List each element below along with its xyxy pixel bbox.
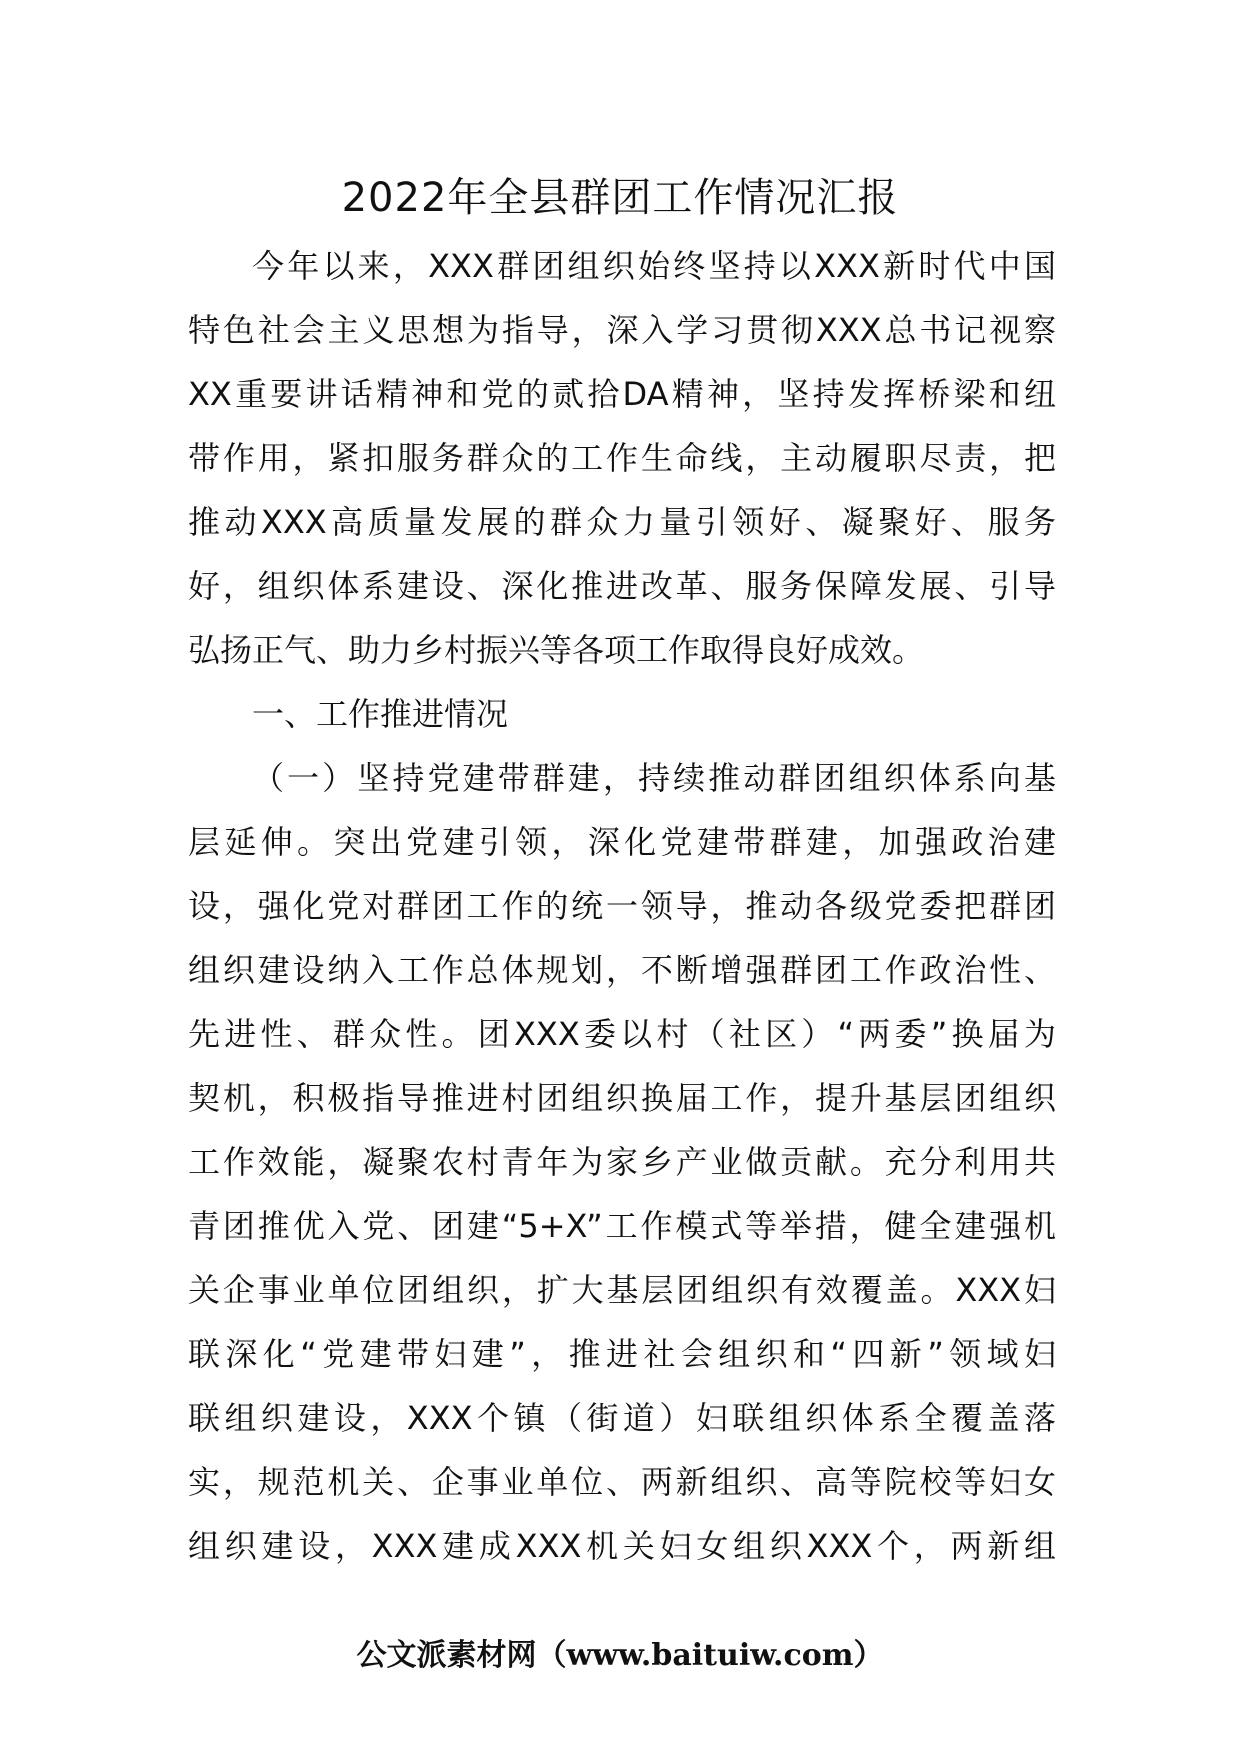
footer-watermark: 公文派素材网（www.baituiw.com） xyxy=(356,1638,884,1673)
paragraph-line: 推动XXX高质量发展的群众力量引领好、凝聚好、服务 xyxy=(188,503,1056,541)
document-body xyxy=(188,234,1056,1578)
paragraph-line: 工作效能，凝聚农村青年为家乡产业做贡献。充分利用共 xyxy=(188,1143,1056,1181)
paragraph-line: XX重要讲话精神和党的贰拾DA精神，坚持发挥桥梁和纽 xyxy=(188,375,1056,413)
paragraph-line: 好，组织体系建设、深化推进改革、服务保障发展、引导 xyxy=(188,567,1056,605)
paragraph-line: 弘扬正气、助力乡村振兴等各项工作取得良好成效。 xyxy=(188,631,925,669)
paragraph-line: 先进性、群众性。团XXX委以村（社区）“两委”换届为 xyxy=(188,1015,1056,1053)
section-heading: 一、工作推进情况 xyxy=(252,695,509,733)
paragraph-line: 关企事业单位团组织，扩大基层团组织有效覆盖。XXX妇 xyxy=(188,1271,1056,1309)
paragraph-line: （一）坚持党建带群建，持续推动群团组织体系向基 xyxy=(252,759,1056,797)
paragraph-line: 联组织建设，XXX个镇（街道）妇联组织体系全覆盖落 xyxy=(188,1399,1056,1437)
paragraph-line: 设，强化党对群团工作的统一领导，推动各级党委把群团 xyxy=(188,887,1056,925)
paragraph-line: 带作用，紧扣服务群众的工作生命线，主动履职尽责，把 xyxy=(188,439,1056,477)
paragraph-line: 联深化“党建带妇建”，推进社会组织和“四新”领域妇 xyxy=(188,1335,1056,1373)
paragraph-line: 特色社会主义思想为指导，深入学习贯彻XXX总书记视察 xyxy=(188,311,1056,349)
paragraph-line: 组织建设纳入工作总体规划，不断增强群团工作政治性、 xyxy=(188,951,1056,989)
paragraph-line: 实，规范机关、企事业单位、两新组织、高等院校等妇女 xyxy=(188,1463,1056,1501)
paragraph-line: 层延伸。突出党建引领，深化党建带群建，加强政治建 xyxy=(188,823,1056,861)
paragraph-line: 今年以来，XXX群团组织始终坚持以XXX新时代中国 xyxy=(252,247,1056,285)
paragraph-line: 契机，积极指导推进村团组织换届工作，提升基层团组织 xyxy=(188,1079,1056,1117)
paragraph-line: 组织建设，XXX建成XXX机关妇女组织XXX个，两新组 xyxy=(188,1527,1056,1565)
document-title: 2022年全县群团工作情况汇报 xyxy=(341,175,899,221)
paragraph-line: 青团推优入党、团建“5+X”工作模式等举措，健全建强机 xyxy=(188,1207,1056,1245)
